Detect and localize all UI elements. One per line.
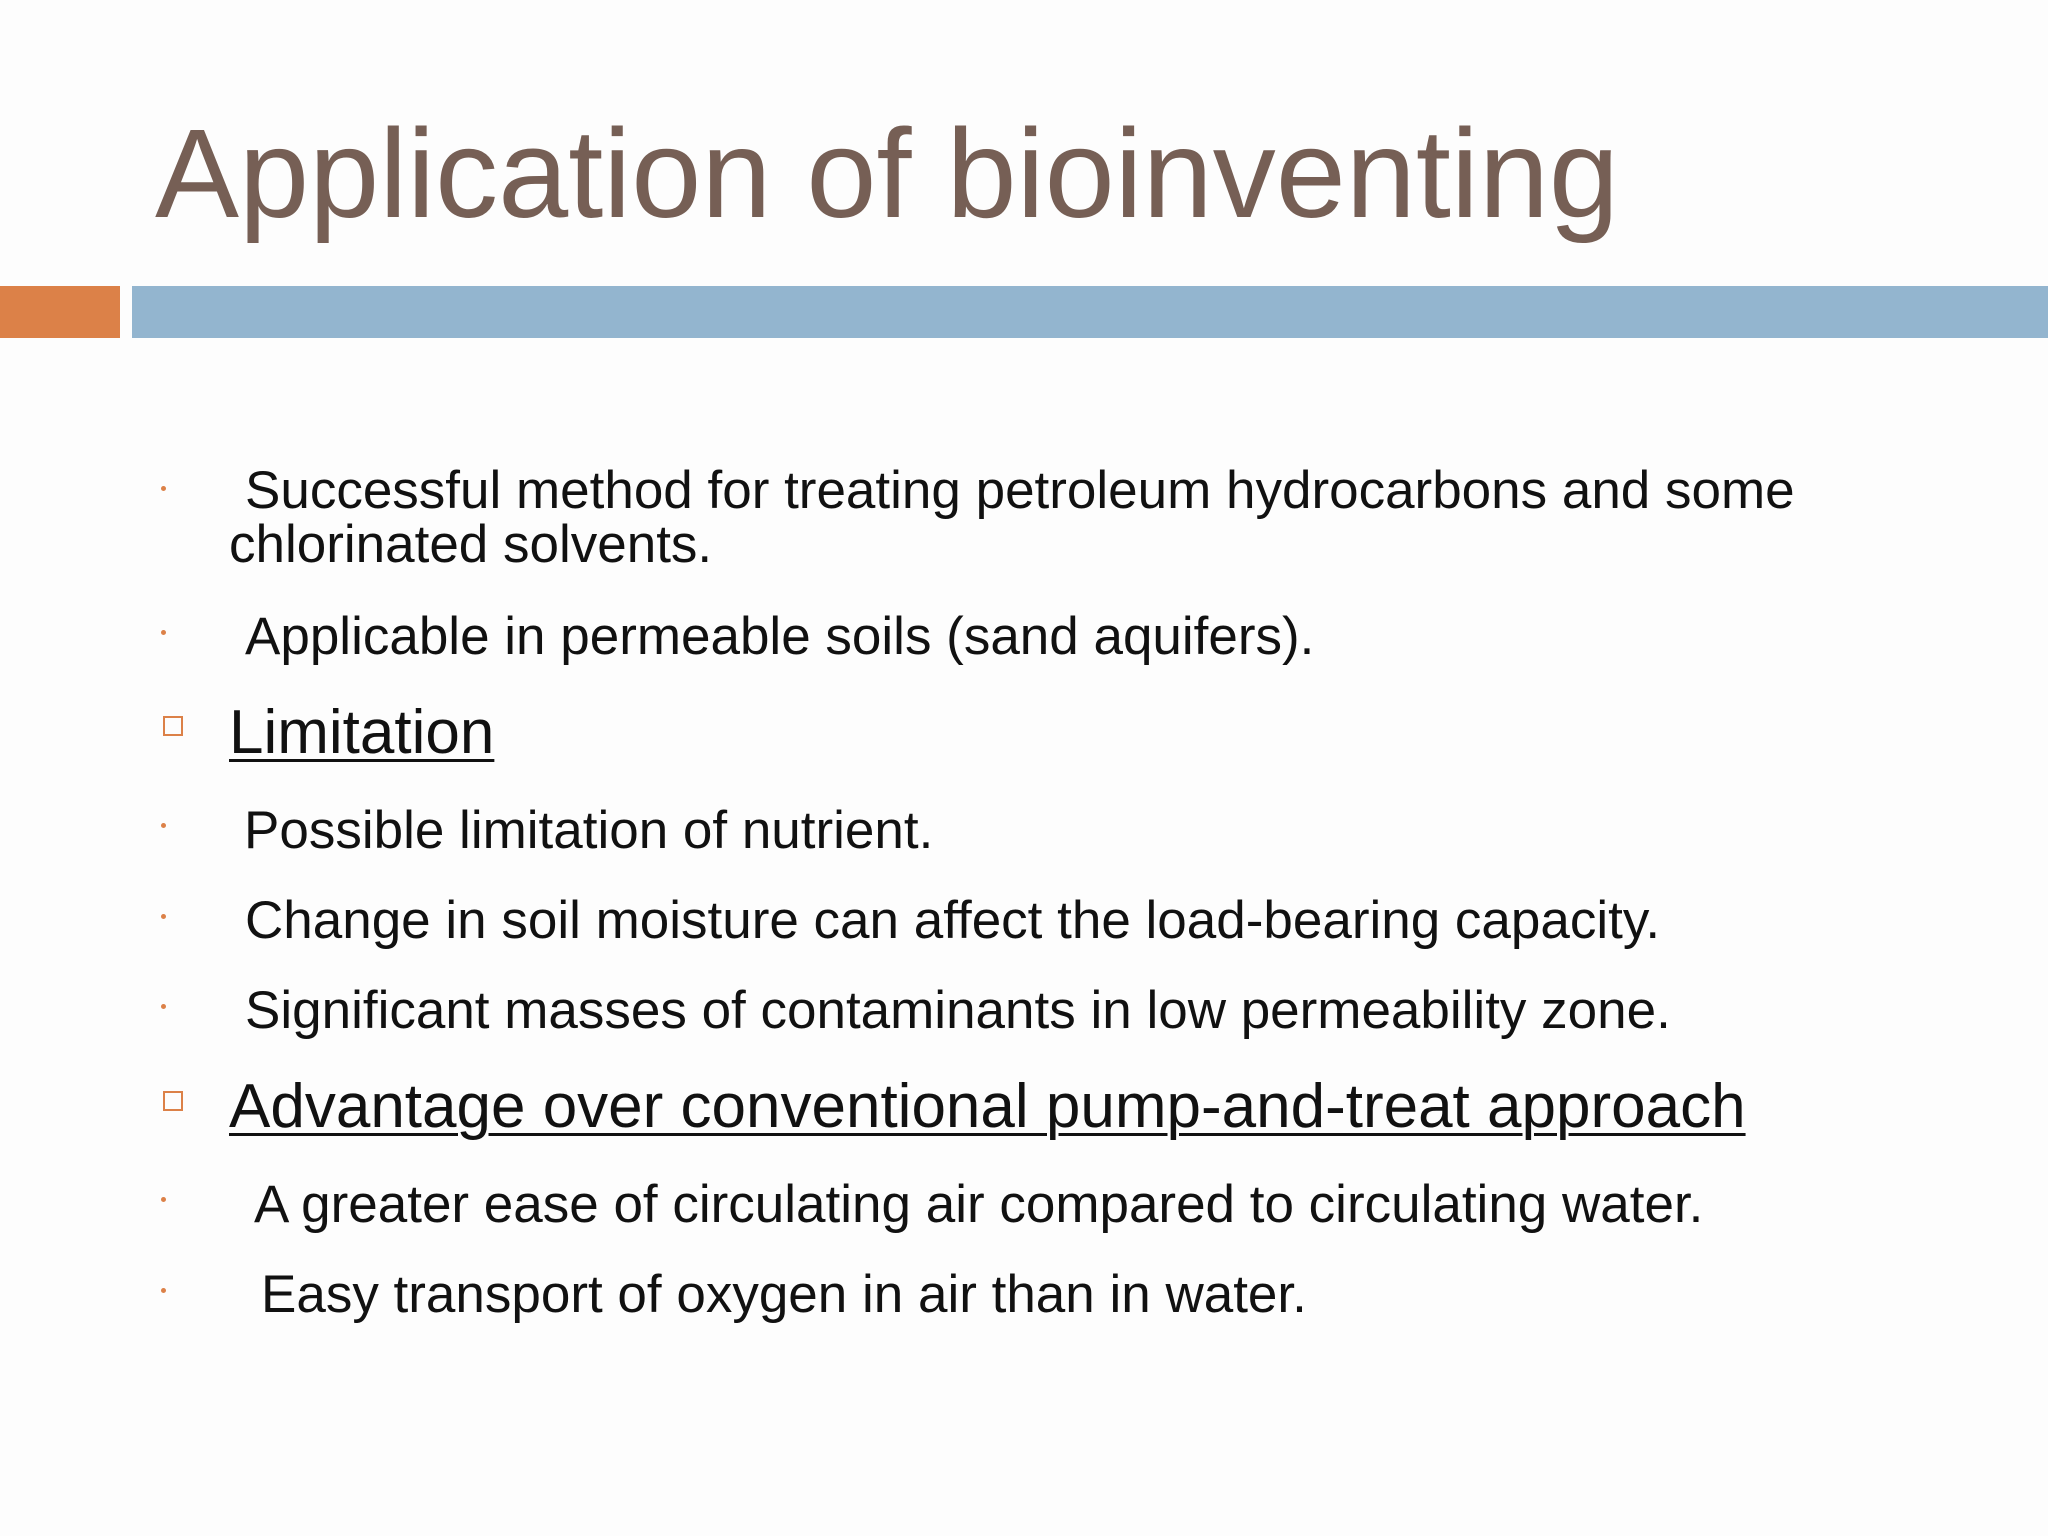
bullet-text: Significant masses of contaminants in low permeability zone.	[245, 981, 1671, 1040]
bullet-dot-icon	[161, 1004, 166, 1009]
square-bullet-icon	[163, 1091, 183, 1111]
bullet-dot-icon	[161, 630, 166, 635]
bullet-text: Change in soil moisture can affect the load-bearing capacity.	[245, 891, 1661, 950]
bullet-dot-icon	[161, 823, 166, 828]
bullet-text: A greater ease of circulating air compared to circulating water.	[254, 1175, 1704, 1234]
advantage-heading: Advantage over conventional pump-and-treat approach	[229, 1072, 1746, 1141]
limitation-heading: Limitation	[229, 698, 495, 767]
bullet-dot-icon	[161, 914, 166, 919]
bullet-dot-icon	[161, 486, 166, 491]
bullet-dot-icon	[161, 1197, 166, 1202]
bullet-dot-icon	[161, 1288, 166, 1293]
square-bullet-icon	[163, 716, 183, 736]
bullet-text: Successful method for treating petroleum hydrocarbons and some chlorinated solvents.	[229, 461, 1795, 574]
slide-title: Application of bioinventing	[155, 103, 1620, 244]
bullet-text: Applicable in permeable soils (sand aquifers).	[245, 607, 1315, 666]
bullet-text: Easy transport of oxygen in air than in water.	[261, 1265, 1307, 1324]
bullet-text: Possible limitation of nutrient.	[244, 801, 934, 860]
